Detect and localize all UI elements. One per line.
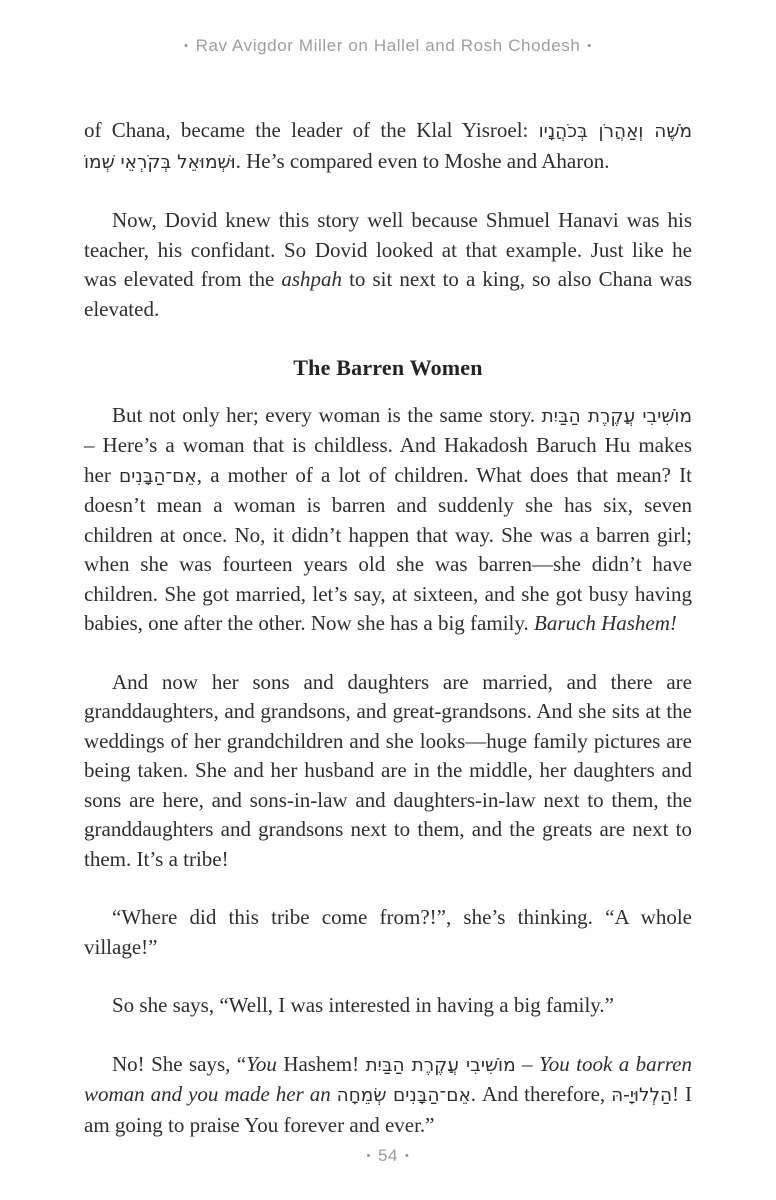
footer-right-bullet-icon: • — [405, 1150, 410, 1162]
body-text: Hashem! — [276, 1051, 366, 1076]
header-right-bullet-icon: • — [587, 40, 592, 52]
italic-text: Baruch Hashem! — [534, 611, 677, 635]
page-number: 54 — [377, 1146, 399, 1165]
section-heading: The Barren Women — [293, 355, 483, 380]
paragraph — [84, 668, 692, 875]
hebrew-text: מֹשֶׁה וְאַהֲרֹן בְּכֹהֲנָיו וּשְׁמוּאֵל בְּקֹרְאֵי שְׁמוֹ — [84, 121, 693, 173]
running-header — [0, 36, 776, 56]
paragraph — [84, 1050, 692, 1141]
body-text: . And therefore, — [470, 1082, 612, 1106]
paragraph — [84, 206, 692, 324]
running-footer — [0, 1146, 776, 1166]
hebrew-text: הַלְלוּיָ-הּ — [611, 1085, 673, 1106]
paragraph — [84, 401, 692, 639]
body-text: – — [515, 1051, 539, 1076]
italic-text: You took a barren woman and you made her an — [84, 1051, 693, 1106]
body-text: ! I am going to praise You forever and ever.” — [84, 1082, 692, 1137]
hebrew-text: מוֹשִׁיבִי עֲקֶרֶת הַבַּיִת — [541, 405, 693, 427]
body-text: So she says, “Well, I was interested in having a big family.” — [112, 993, 614, 1017]
body-text: But not only her; every woman is the same story. — [112, 402, 542, 427]
body-text: , a mother of a lot of children. What does that mean? It doesn’t mean a woman is barren and suddenly she has six, seven children at once. No, it didn’t happen that way. She was a barren girl; when she was fourteen years old she was barren—she didn’t have children. She got married, let’s say, at sixteen, and she got busy having babies, one after the other. Now she has a big family. — [84, 462, 692, 635]
body-text: No! She says, “ — [112, 1051, 247, 1076]
body-text: And now her sons and daughters are married, and there are granddaughters, and grandsons, and great-grandsons. And she sits at the weddings of her grandchildren and she looks—huge family pictures are being taken. She and her husband are in the middle, her daughters and sons are here, and sons-in-law and daughters-in-law next to them, the granddaughters and grandsons next to them, and the greats are next to them. It’s a tribe! — [84, 669, 692, 871]
body-text: Now, Dovid knew this story well because Shmuel Hanavi was his teacher, his confidant. So Dovid looked at that example. Just like he was elevated from the — [84, 208, 692, 291]
italic-text: You — [246, 1051, 277, 1076]
running-header-title: Rav Avigdor Miller on Hallel and Rosh Chodesh — [195, 36, 581, 55]
content-area — [84, 116, 692, 1169]
header-left-bullet-icon: • — [184, 40, 189, 52]
body-text: of Chana, became the leader of the Klal Yisroel: — [84, 118, 539, 142]
hebrew-text: אֵם־הַבָּנִים — [118, 465, 197, 487]
body-text: “Where did this tribe come from?!”, she’s thinking. “A whole village!” — [84, 905, 692, 959]
footer-left-bullet-icon: • — [366, 1150, 371, 1162]
body-text: – Here’s a woman that is childless. And Hakadosh Baruch Hu makes her — [84, 433, 692, 487]
paragraph — [84, 116, 692, 177]
body-text: . He’s compared even to Moshe and Aharon. — [235, 148, 610, 173]
italic-text: ashpah — [281, 267, 343, 291]
hebrew-text: אֵם־הַבָּנִים שְׂמֵחָה — [336, 1085, 471, 1106]
paragraph — [84, 903, 692, 962]
paragraph — [84, 991, 692, 1021]
body-text: to sit next to a king, so also Chana was elevated. — [84, 267, 692, 321]
hebrew-text: מוֹשִׁיבִי עֲקֶרֶת הַבַּיִת — [365, 1054, 516, 1076]
